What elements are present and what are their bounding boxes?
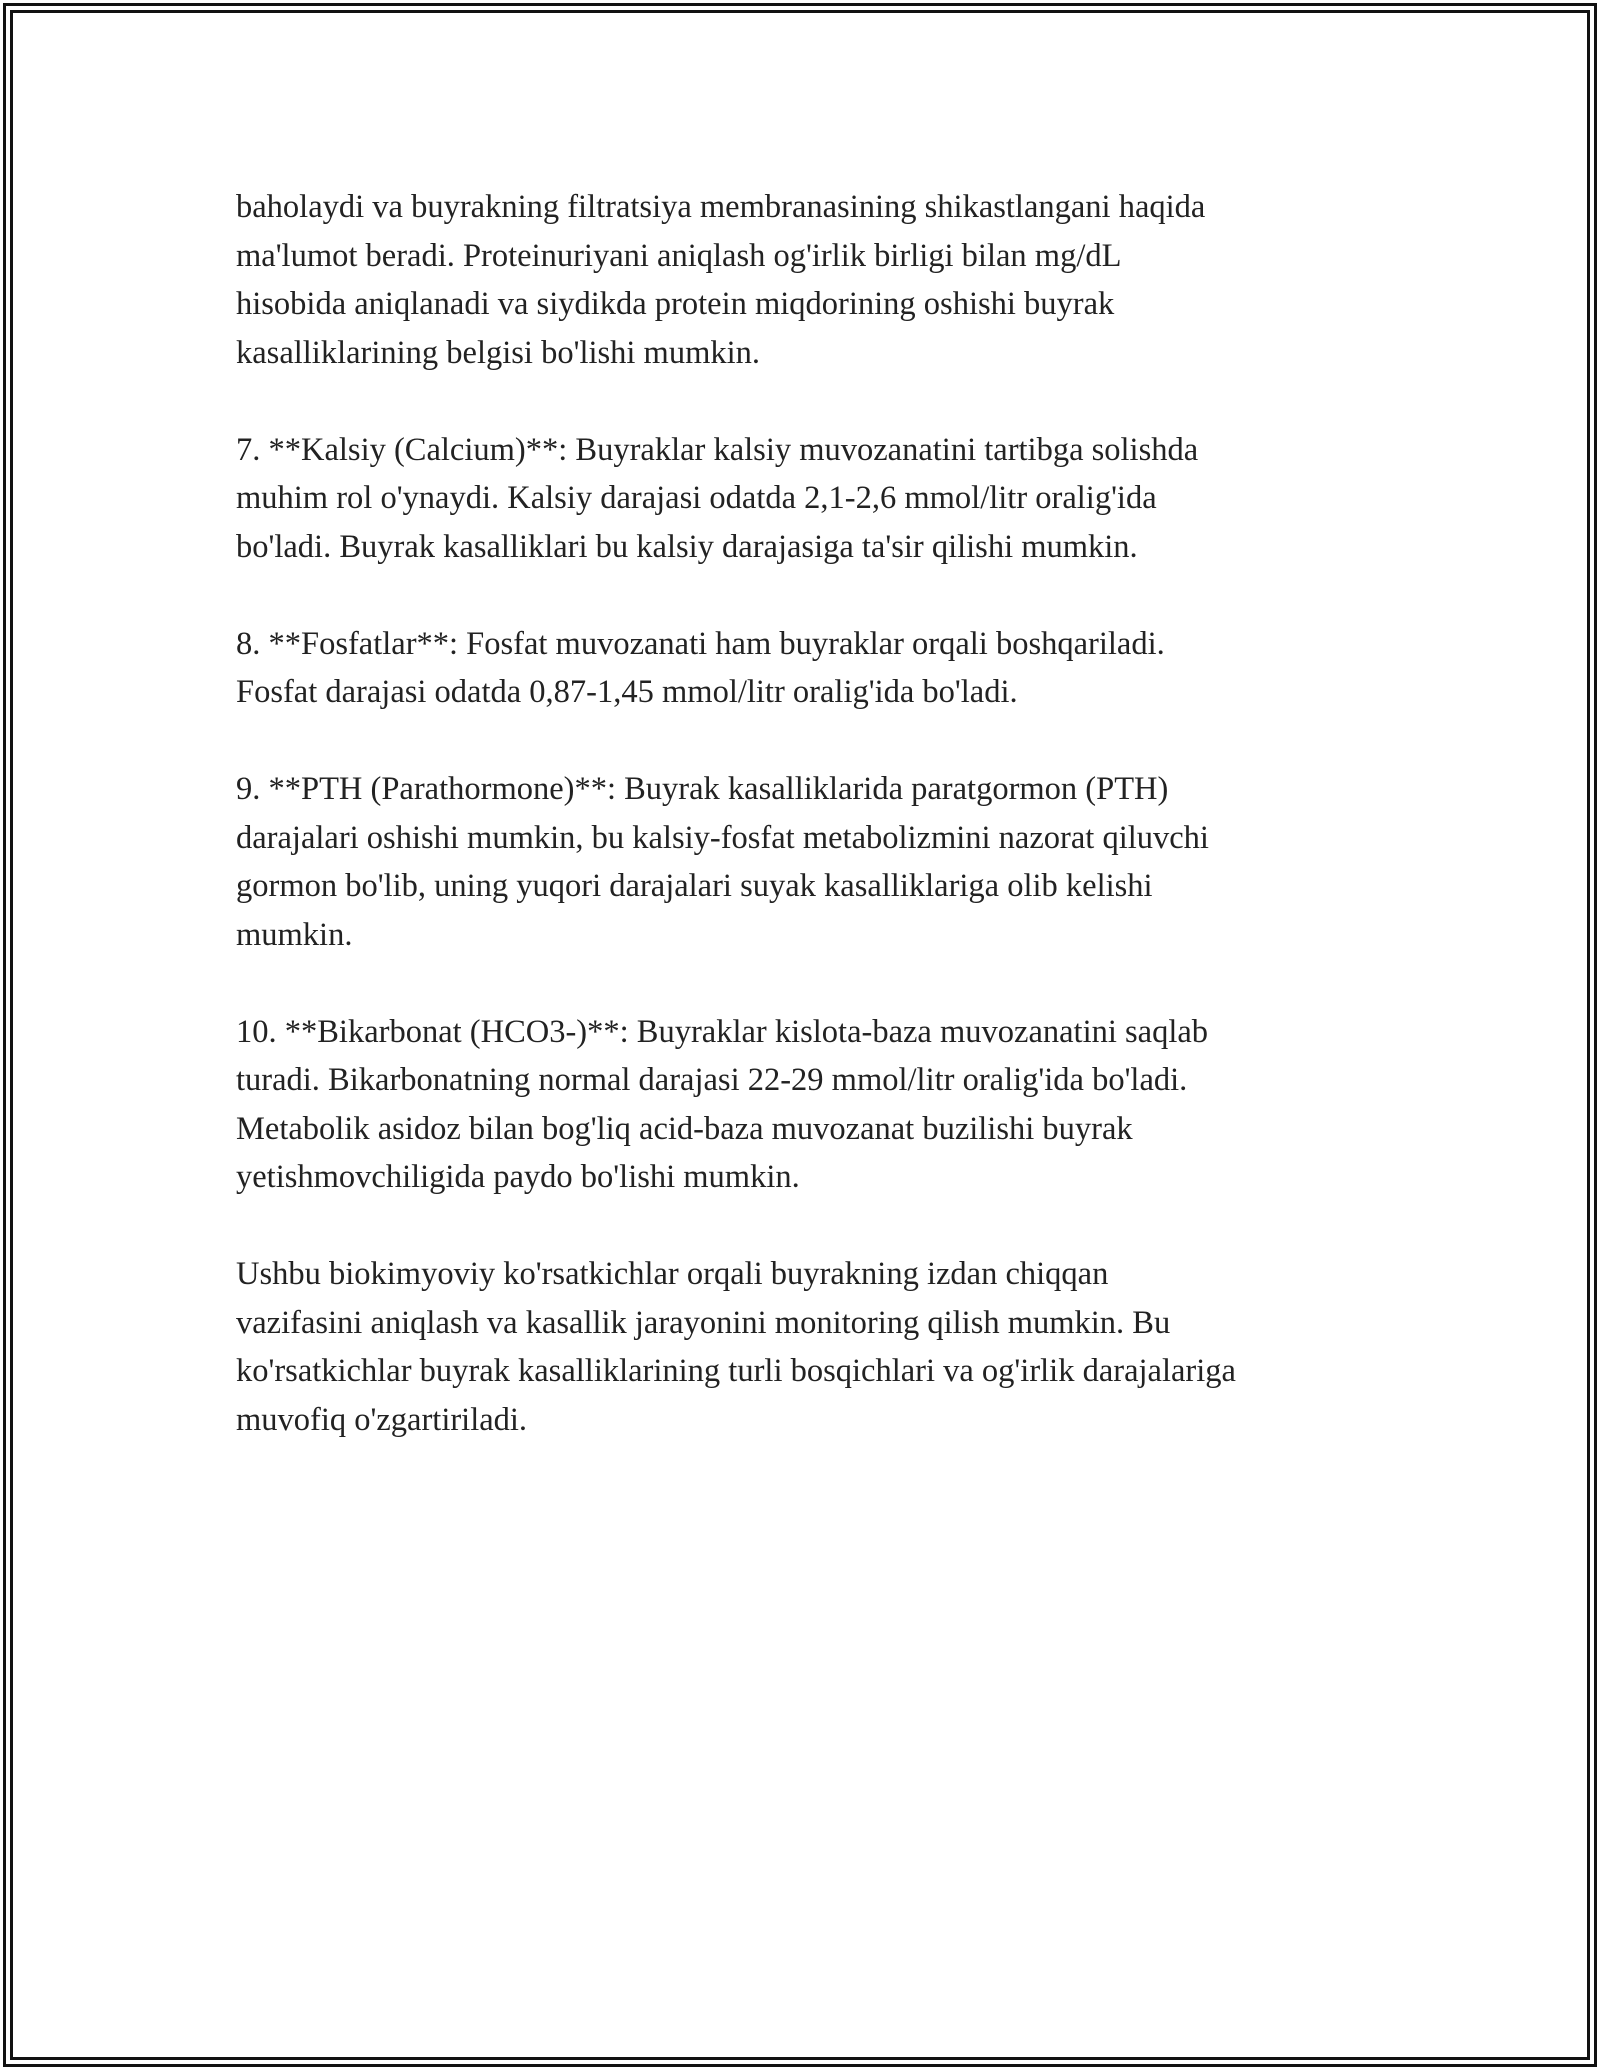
paragraph-item-8-phosphates xyxy=(236,620,1386,717)
text-line: baholaydi va buyrakning filtratsiya membranasining shikastlangani haqida xyxy=(236,189,1206,225)
text-line: gormon bo'lib, uning yuqori darajalari suyak kasalliklariga olib kelishi xyxy=(236,868,1153,904)
text-line: yetishmovchiligida paydo bo'lishi mumkin. xyxy=(236,1159,800,1195)
text-line: darajalari oshishi mumkin, bu kalsiy-fosfat metabolizmini nazorat qiluvchi xyxy=(236,819,1209,856)
text-line: ko'rsatkichlar buyrak kasalliklarining turli bosqichlari va og'irlik darajalariga xyxy=(236,1353,1236,1389)
text-line: bo'ladi. Buyrak kasalliklari bu kalsiy darajasiga ta'sir qilishi mumkin. xyxy=(236,528,1138,565)
text-line: Metabolik asidoz bilan bog'liq acid-baza muvozanat buzilishi buyrak xyxy=(236,1110,1133,1147)
text-line: turadi. Bikarbonatning normal darajasi 22-29 mmol/litr oralig'ida bo'ladi. xyxy=(236,1062,1188,1098)
text-line: Ushbu biokimyoviy ko'rsatkichlar orqali buyrakning izdan chiqqan xyxy=(236,1256,1109,1292)
paragraph-item-9-pth xyxy=(236,765,1386,959)
text-line: 7. **Kalsiy (Calcium)**: Buyraklar kalsiy muvozanatini tartibga solishda xyxy=(236,431,1199,468)
text-line: mumkin. xyxy=(236,916,353,953)
text-line: 9. **PTH (Parathormone)**: Buyrak kasalliklarida paratgormon (PTH) xyxy=(236,771,1169,807)
text-line: 10. **Bikarbonat (HCO3-)**: Buyraklar kislota-baza muvozanatini saqlab xyxy=(236,1013,1209,1050)
text-line: hisobida aniqlanadi va siydikda protein miqdorining oshishi buyrak xyxy=(236,286,1115,322)
text-line: muhim rol o'ynaydi. Kalsiy darajasi odatda 2,1-2,6 mmol/litr oralig'ida xyxy=(236,480,1157,516)
text-line: muvofiq o'zgartiriladi. xyxy=(236,1401,528,1438)
text-line: 8. **Fosfatlar**: Fosfat muvozanati ham buyraklar orqali boshqariladi. xyxy=(236,625,1165,662)
text-line: ma'lumot beradi. Proteinuriyani aniqlash og'irlik birligi bilan mg/dL xyxy=(236,237,1122,274)
paragraph-intro-continuation xyxy=(236,183,1386,377)
text-line: kasalliklarining belgisi bo'lishi mumkin. xyxy=(236,334,761,371)
text-line: vazifasini aniqlash va kasallik jarayonini monitoring qilish mumkin. Bu xyxy=(236,1304,1171,1341)
document-body xyxy=(236,183,1386,1493)
paragraph-item-7-calcium xyxy=(236,426,1386,572)
paragraph-item-10-bicarbonate xyxy=(236,1008,1386,1202)
text-line: Fosfat darajasi odatda 0,87-1,45 mmol/litr oralig'ida bo'ladi. xyxy=(236,674,1018,710)
paragraph-conclusion xyxy=(236,1250,1386,1444)
